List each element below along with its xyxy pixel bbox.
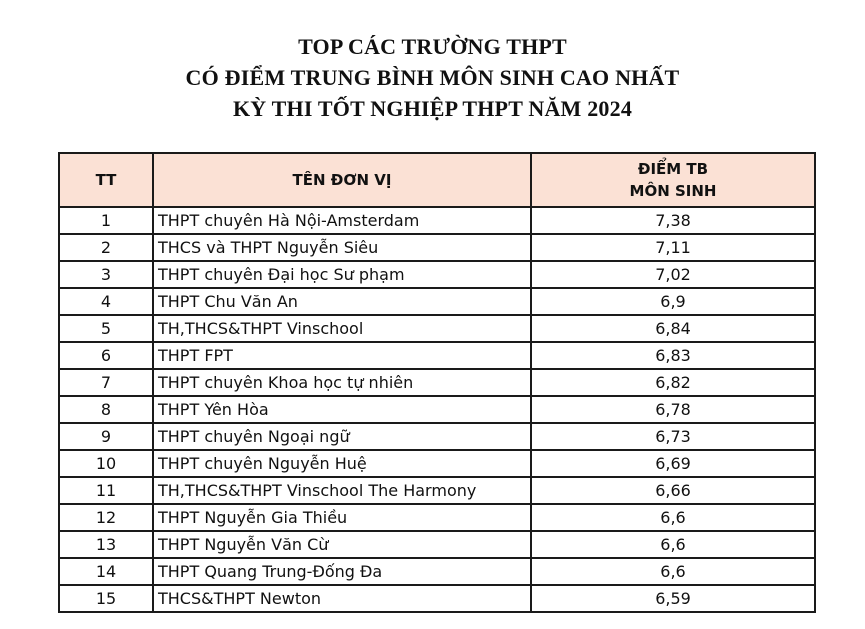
header-name: TÊN ĐƠN VỊ [153,153,531,207]
table-header [59,153,815,207]
header-row [59,153,815,207]
row-number: 15 [59,585,153,612]
row-number: 7 [59,369,153,396]
row-number: 2 [59,234,153,261]
average-score: 6,82 [531,369,815,396]
header-score [531,153,815,207]
average-score: 7,38 [531,207,815,234]
average-score: 6,6 [531,558,815,585]
school-name: TH,THCS&THPT Vinschool [153,315,531,342]
average-score: 6,73 [531,423,815,450]
table-row [59,531,815,558]
row-number: 13 [59,531,153,558]
average-score: 6,9 [531,288,815,315]
row-number: 1 [59,207,153,234]
title-line-3: KỲ THI TỐT NGHIỆP THPT NĂM 2024 [232,96,633,121]
average-score: 6,84 [531,315,815,342]
table-row [59,207,815,234]
table-row [59,423,815,450]
average-score: 6,69 [531,450,815,477]
row-number: 14 [59,558,153,585]
row-number: 11 [59,477,153,504]
average-score: 7,11 [531,234,815,261]
row-number: 8 [59,396,153,423]
document-title [0,31,865,124]
average-score: 7,02 [531,261,815,288]
header-score-line-1: ĐIỂM TB [637,160,709,178]
title-line-2: CÓ ĐIỂM TRUNG BÌNH MÔN SINH CAO NHẤT [185,65,680,90]
school-name: THCS và THPT Nguyễn Siêu [153,234,531,261]
school-name: THPT chuyên Khoa học tự nhiên [153,369,531,396]
school-name: TH,THCS&THPT Vinschool The Harmony [153,477,531,504]
average-score: 6,83 [531,342,815,369]
school-name: THPT FPT [153,342,531,369]
table-row [59,504,815,531]
row-number: 12 [59,504,153,531]
school-name: THPT Chu Văn An [153,288,531,315]
average-score: 6,6 [531,531,815,558]
row-number: 9 [59,423,153,450]
table-row [59,369,815,396]
average-score: 6,59 [531,585,815,612]
school-name: THPT chuyên Đại học Sư phạm [153,261,531,288]
school-name: THPT chuyên Hà Nội-Amsterdam [153,207,531,234]
school-name: THPT Yên Hòa [153,396,531,423]
header-tt: TT [59,153,153,207]
school-name: THPT chuyên Ngoại ngữ [153,423,531,450]
title-line-1: TOP CÁC TRƯỜNG THPT [298,34,567,59]
row-number: 4 [59,288,153,315]
average-score: 6,66 [531,477,815,504]
school-name: THPT chuyên Nguyễn Huệ [153,450,531,477]
school-name: THPT Quang Trung-Đống Đa [153,558,531,585]
school-name: THCS&THPT Newton [153,585,531,612]
average-score: 6,78 [531,396,815,423]
table-row [59,558,815,585]
table-row [59,585,815,612]
row-number: 3 [59,261,153,288]
table-row [59,477,815,504]
ranking-table [58,152,816,613]
table-row [59,234,815,261]
average-score: 6,6 [531,504,815,531]
table-row [59,396,815,423]
table-row [59,450,815,477]
table-row [59,342,815,369]
header-score-line-2: MÔN SINH [629,182,717,200]
school-name: THPT Nguyễn Gia Thiều [153,504,531,531]
row-number: 10 [59,450,153,477]
row-number: 5 [59,315,153,342]
table-row [59,315,815,342]
table-row [59,261,815,288]
table-row [59,288,815,315]
school-name: THPT Nguyễn Văn Cừ [153,531,531,558]
table-body [59,207,815,612]
row-number: 6 [59,342,153,369]
